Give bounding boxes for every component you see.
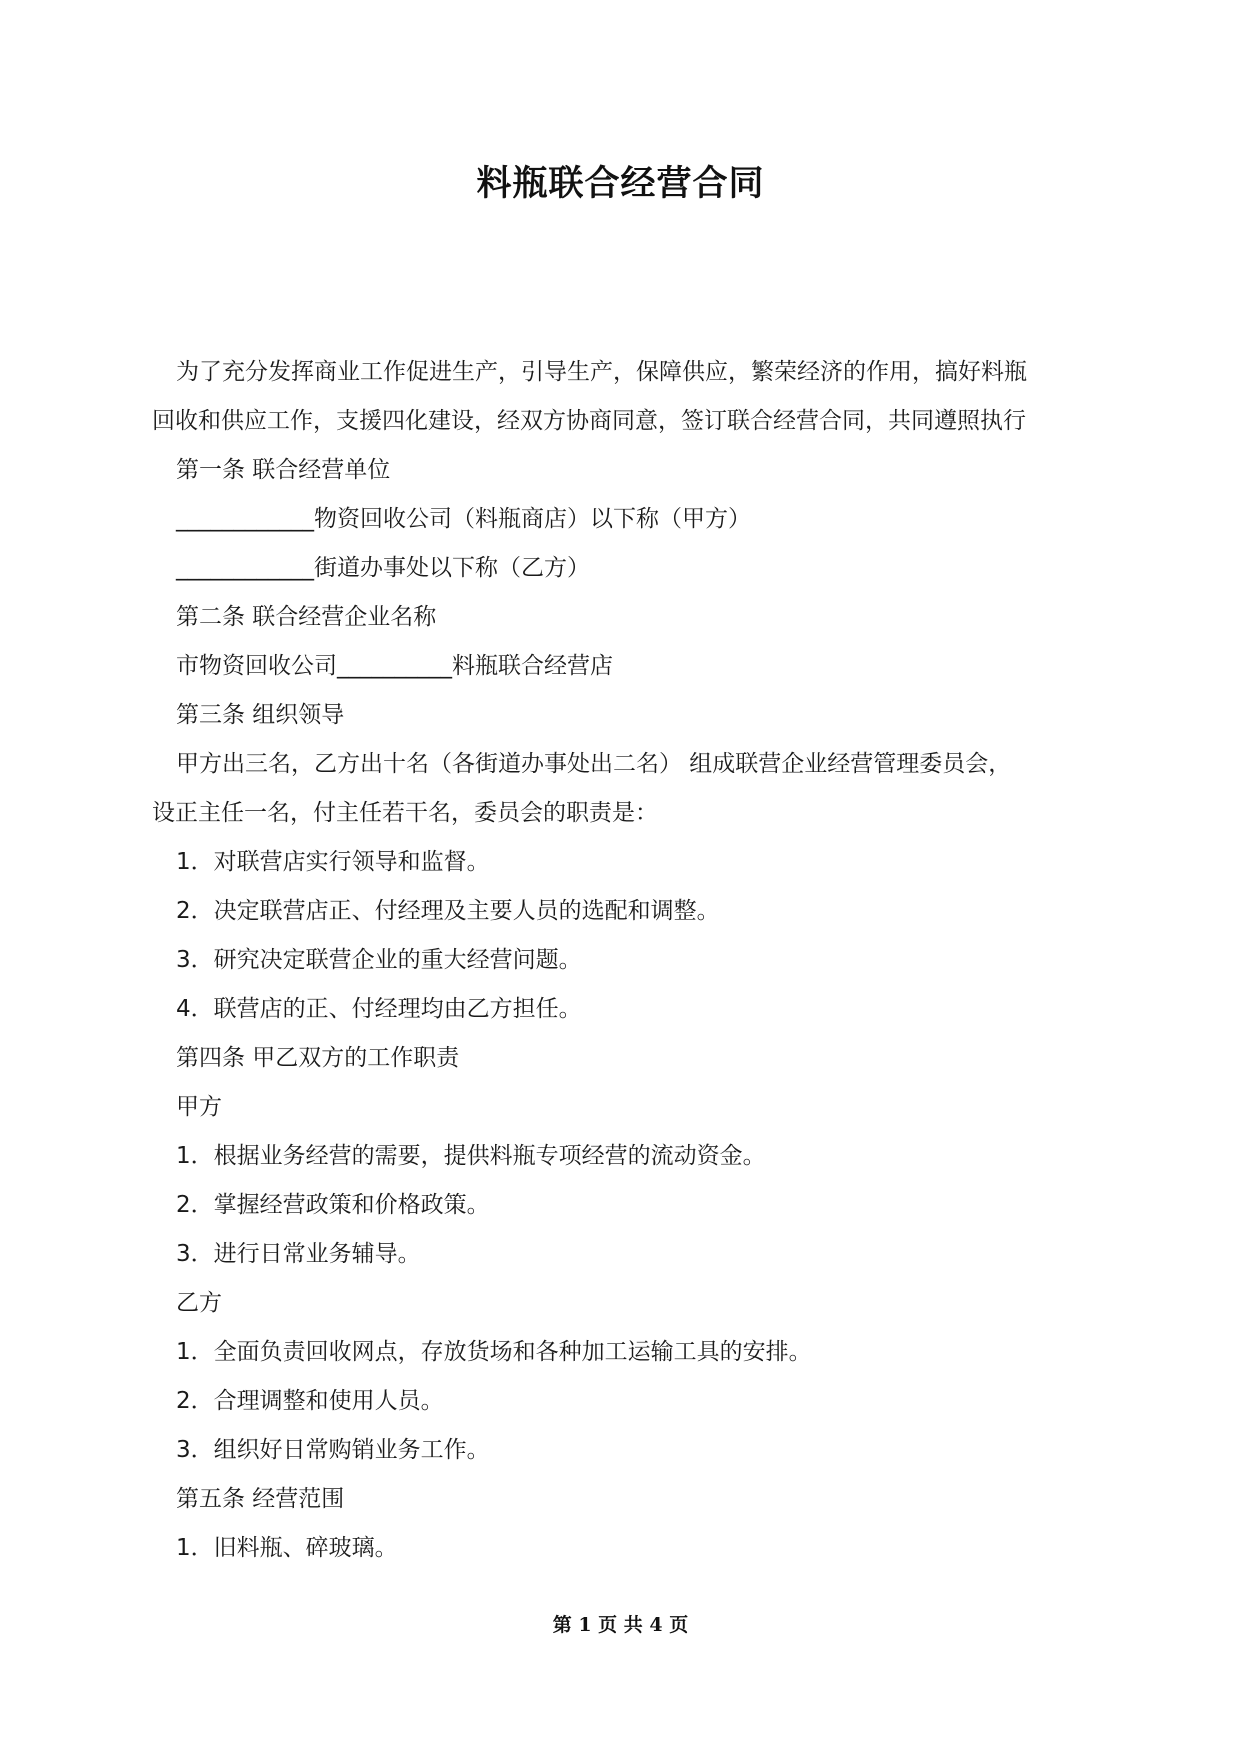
document-line: 1．对联营店实行领导和监督。 [176, 849, 490, 875]
document-line: 2．决定联营店正、付经理及主要人员的选配和调整。 [176, 898, 720, 924]
document-line: 1．全面负责回收网点，存放货场和各种加工运输工具的安排。 [176, 1339, 812, 1365]
document-line: 3．进行日常业务辅导。 [176, 1241, 421, 1267]
document-line: 第三条 组织领导 [176, 702, 345, 728]
document-line: 第二条 联合经营企业名称 [176, 604, 437, 630]
document-line: 第四条 甲乙双方的工作职责 [176, 1045, 460, 1071]
document-line: 2．合理调整和使用人员。 [176, 1388, 444, 1414]
document-line: 3．组织好日常购销业务工作。 [176, 1437, 490, 1463]
document-line: 3．研究决定联营企业的重大经营问题。 [176, 947, 582, 973]
document-line: 2．掌握经营政策和价格政策。 [176, 1192, 490, 1218]
document-line: 为了充分发挥商业工作促进生产，引导生产，保障供应，繁荣经济的作用，搞好料瓶 [176, 359, 1027, 385]
document-line: 乙方 [176, 1290, 222, 1316]
document-line: 市物资回收公司__________料瓶联合经营店 [176, 653, 613, 679]
document-line: 设正主任一名，付主任若干名，委员会的职责是： [152, 800, 658, 826]
document-line: 第五条 经营范围 [176, 1486, 345, 1512]
document-line: 1．旧料瓶、碎玻璃。 [176, 1535, 398, 1561]
document-line: ____________街道办事处以下称（乙方） [176, 555, 590, 581]
document-title: 料瓶联合经营合同 [476, 164, 765, 204]
document-line: 4．联营店的正、付经理均由乙方担任。 [176, 996, 582, 1022]
document-line: 甲方出三名，乙方出十名（各街道办事处出二名） 组成联营企业经营管理委员会， [176, 751, 1012, 777]
document-body [152, 348, 1092, 1573]
document-line: 回收和供应工作，支援四化建设，经双方协商同意，签订联合经营合同，共同遵照执行 [152, 408, 1026, 434]
document-line: ____________物资回收公司（料瓶商店）以下称（甲方） [176, 506, 751, 532]
page-footer: 第 1 页 共 4 页 [552, 1614, 689, 1636]
document-line: 1．根据业务经营的需要，提供料瓶专项经营的流动资金。 [176, 1143, 766, 1169]
document-line: 甲方 [176, 1094, 222, 1120]
document-line: 第一条 联合经营单位 [176, 457, 391, 483]
